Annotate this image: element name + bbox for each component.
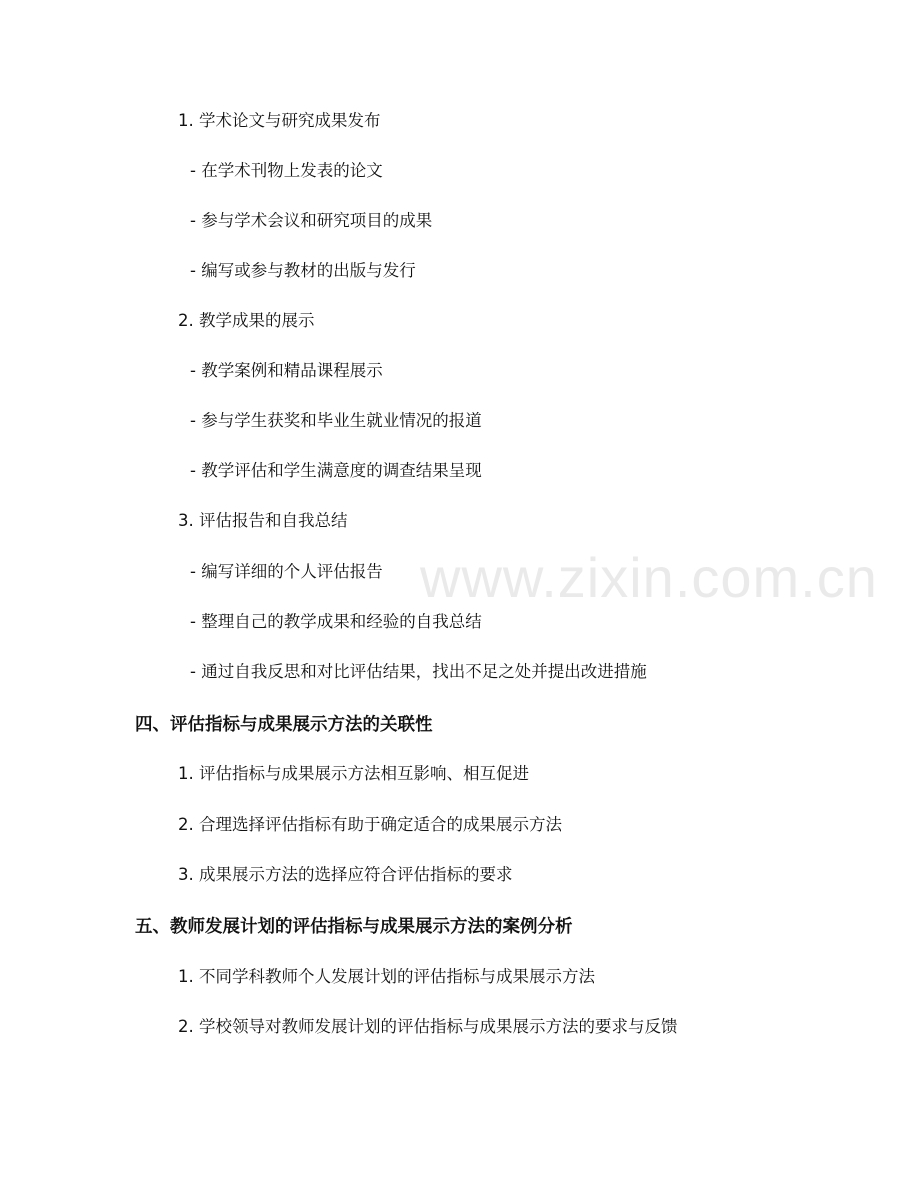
list-item: 1. 不同学科教师个人发展计划的评估指标与成果展示方法 [178, 967, 595, 986]
section-heading: 五、教师发展计划的评估指标与成果展示方法的案例分析 [135, 917, 573, 937]
list-item: - 参与学术会议和研究项目的成果 [190, 211, 433, 230]
list-item: - 编写详细的个人评估报告 [190, 562, 383, 581]
list-item: - 在学术刊物上发表的论文 [190, 161, 383, 180]
list-item: - 参与学生获奖和毕业生就业情况的报道 [190, 411, 482, 430]
list-item: 2. 合理选择评估指标有助于确定适合的成果展示方法 [178, 815, 562, 834]
list-item: 3. 成果展示方法的选择应符合评估指标的要求 [178, 865, 513, 884]
list-item: 3. 评估报告和自我总结 [178, 511, 348, 530]
list-item: 2. 教学成果的展示 [178, 311, 315, 330]
watermark: www.zixin.com.cn [420, 546, 878, 609]
list-item: 1. 评估指标与成果展示方法相互影响、相互促进 [178, 764, 529, 783]
list-item: 1. 学术论文与研究成果发布 [178, 111, 381, 130]
list-item: - 整理自己的教学成果和经验的自我总结 [190, 612, 482, 631]
list-item: - 教学评估和学生满意度的调查结果呈现 [190, 461, 482, 480]
section-heading: 四、评估指标与成果展示方法的关联性 [135, 715, 433, 735]
list-item: - 编写或参与教材的出版与发行 [190, 261, 416, 280]
list-item: - 教学案例和精品课程展示 [190, 361, 383, 380]
list-item: 2. 学校领导对教师发展计划的评估指标与成果展示方法的要求与反馈 [178, 1017, 678, 1036]
list-item: - 通过自我反思和对比评估结果，找出不足之处并提出改进措施 [190, 662, 647, 681]
